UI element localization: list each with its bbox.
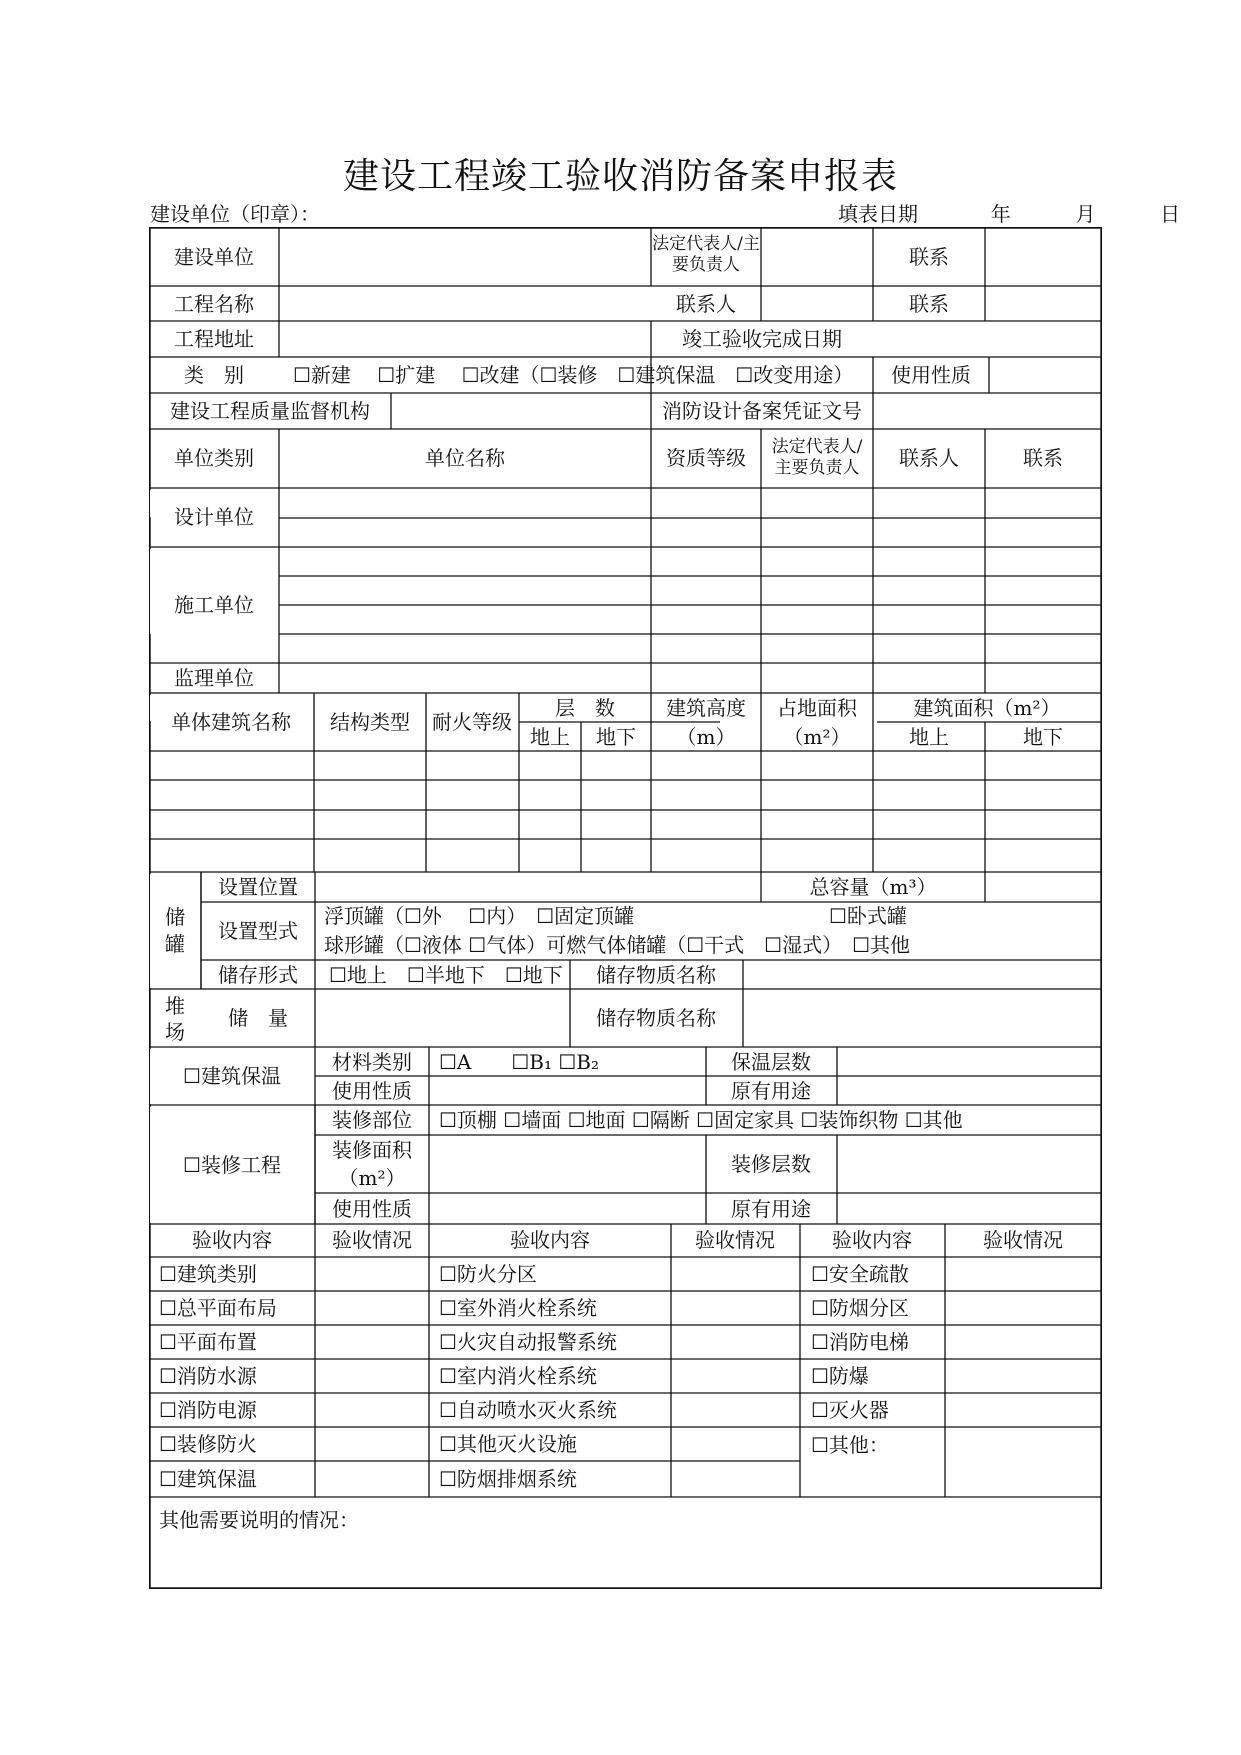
floors-below-header: 地下: [596, 725, 636, 749]
unit-name-header: 单位名称: [425, 446, 505, 470]
acceptance-item[interactable]: ☐自动喷水灭火系统: [439, 1398, 617, 1422]
decoration-layers-label: 装修层数: [731, 1152, 811, 1176]
land-area-header-line1: 占地面积: [777, 696, 857, 720]
acceptance-item[interactable]: ☐室外消火栓系统: [439, 1296, 597, 1320]
acceptance-content-header-1: 验收内容: [192, 1228, 272, 1252]
storage-form-options: ☐地上 ☐半地下 ☐地下: [329, 963, 563, 987]
acceptance-item[interactable]: ☐其他：: [811, 1433, 889, 1457]
declaration-form: [149, 227, 1102, 1589]
completion-date-label: 竣工验收完成日期: [682, 327, 842, 351]
legal-rep-label: [652, 234, 760, 277]
acceptance-content-header-2: 验收内容: [510, 1228, 590, 1252]
land-area-header-line2: （m²）: [783, 725, 851, 749]
tank-substance-label: 储存物质名称: [596, 963, 716, 987]
tank-char-1: 储: [165, 905, 185, 929]
acceptance-item[interactable]: ☐消防电源: [159, 1398, 257, 1422]
fill-date-text: 填表日期: [838, 202, 918, 226]
floors-header: 层 数: [555, 696, 615, 720]
contact-label-1: 联系: [909, 245, 949, 269]
decoration-area-line2: （m²）: [338, 1166, 406, 1190]
use-nature-label: 使用性质: [891, 363, 971, 387]
acceptance-status-header-1: 验收情况: [332, 1228, 412, 1252]
height-header-line1: 建筑高度: [666, 696, 746, 720]
contact-person-label: 联系人: [676, 292, 736, 316]
building-area-header: 建筑面积（m²）: [913, 696, 1061, 720]
yard-char-1: 堆: [165, 994, 185, 1018]
form-title: 建设工程竣工验收消防备案申报表: [342, 156, 898, 197]
tank-form-line-2: 球形罐（☐液体 ☐气体）可燃气体储罐（☐干式 ☐湿式） ☐其他: [324, 933, 911, 957]
construction-unit-seal-label: 建设单位（印章）：: [150, 202, 320, 226]
tank-form-line-1: 浮顶罐（☐外 ☐内） ☐固定顶罐: [324, 904, 635, 928]
decoration-original-use-label: 原有用途: [731, 1197, 811, 1221]
acceptance-item[interactable]: ☐防火分区: [439, 1262, 537, 1286]
acceptance-item[interactable]: ☐建筑保温: [159, 1467, 257, 1491]
acceptance-item[interactable]: ☐其他灭火设施: [439, 1432, 577, 1456]
yard-substance-label: 储存物质名称: [596, 1006, 716, 1030]
acceptance-status-header-3: 验收情况: [983, 1228, 1063, 1252]
area-above-header: 地上: [909, 725, 949, 749]
unit-contact-header: 联系: [1023, 446, 1063, 470]
legal-rep-line1: 法定代表人/主: [652, 233, 760, 254]
decoration-part-options: ☐顶棚 ☐墙面 ☐地面 ☐隔断 ☐固定家具 ☐装饰织物 ☐其他: [439, 1108, 963, 1132]
acceptance-item[interactable]: ☐装修防火: [159, 1432, 257, 1456]
acceptance-status-header-2: 验收情况: [695, 1228, 775, 1252]
yard-char-2: 场: [165, 1020, 185, 1044]
acceptance-item[interactable]: ☐防烟排烟系统: [439, 1467, 577, 1491]
tank-location-label: 设置位置: [218, 875, 298, 899]
quality-agency-label: 建设工程质量监督机构: [170, 399, 370, 423]
category-label: 类 别: [184, 363, 244, 387]
acceptance-item[interactable]: ☐安全疏散: [811, 1262, 909, 1286]
insulation-original-use-label: 原有用途: [731, 1079, 811, 1103]
legal-rep-header-line2: 主要负责人: [774, 458, 860, 478]
other-notes-label: 其他需要说明的情况：: [159, 1508, 359, 1532]
project-address-label: 工程地址: [174, 327, 254, 351]
acceptance-item[interactable]: ☐消防电梯: [811, 1330, 909, 1354]
tank-form-type-label: 设置型式: [218, 919, 298, 943]
legal-rep-header-line1: 法定代表人/: [771, 436, 863, 457]
construction-unit-row-label: 施工单位: [174, 593, 254, 617]
material-type-label: 材料类别: [332, 1050, 412, 1074]
material-type-options: ☐A ☐B₁ ☐B₂: [439, 1050, 600, 1074]
building-insulation-checkbox[interactable]: ☐建筑保温: [183, 1064, 281, 1088]
month-label: 月: [1075, 202, 1096, 226]
total-capacity-label: 总容量（m³）: [809, 875, 937, 899]
building-name-header: 单体建筑名称: [171, 710, 291, 734]
day-label: 日: [1160, 202, 1181, 226]
storage-form-label: 储存形式: [218, 963, 298, 987]
height-header-line2: （m）: [676, 725, 736, 749]
insulation-layers-label: 保温层数: [731, 1050, 811, 1074]
design-record-label: 消防设计备案凭证文号: [662, 399, 862, 423]
qualification-header: 资质等级: [666, 446, 746, 470]
area-below-header: 地下: [1023, 725, 1063, 749]
acceptance-item[interactable]: ☐建筑类别: [159, 1262, 257, 1286]
year-label: 年: [990, 202, 1011, 226]
acceptance-content-header-3: 验收内容: [832, 1228, 912, 1252]
fire-rating-header: 耐火等级: [432, 710, 512, 734]
acceptance-item[interactable]: ☐室内消火栓系统: [439, 1364, 597, 1388]
decoration-use-label: 使用性质: [332, 1197, 412, 1221]
construction-unit-label: 建设单位: [174, 245, 254, 269]
tank-char-2: 罐: [165, 932, 185, 956]
fill-date-label: [838, 198, 1180, 227]
contact-label-2: 联系: [909, 292, 949, 316]
floors-above-header: 地上: [530, 725, 570, 749]
acceptance-item[interactable]: ☐消防水源: [159, 1364, 257, 1388]
decoration-part-label: 装修部位: [332, 1108, 412, 1132]
legal-rep-line2: 要负责人: [671, 255, 740, 275]
tank-form-line-1b: ☐卧式罐: [829, 904, 907, 928]
structure-type-header: 结构类型: [330, 710, 410, 734]
acceptance-item[interactable]: ☐灭火器: [811, 1398, 889, 1422]
decoration-checkbox[interactable]: ☐装修工程: [183, 1153, 281, 1177]
design-unit-label: 设计单位: [174, 505, 254, 529]
decoration-area-line1: 装修面积: [332, 1138, 412, 1162]
project-name-label: 工程名称: [174, 292, 254, 316]
acceptance-item[interactable]: ☐防爆: [811, 1364, 869, 1388]
acceptance-item[interactable]: ☐总平面布局: [159, 1296, 277, 1320]
acceptance-item[interactable]: ☐火灾自动报警系统: [439, 1330, 617, 1354]
category-options: ☐新建 ☐扩建 ☐改建（☐装修 ☐建筑保温 ☐改变用途）: [293, 363, 854, 387]
supervision-unit-label: 监理单位: [174, 666, 254, 690]
unit-type-header: 单位类别: [174, 446, 254, 470]
acceptance-item[interactable]: ☐防烟分区: [811, 1296, 909, 1320]
yard-volume-label: 储 量: [228, 1006, 288, 1030]
legal-rep-header: [772, 437, 863, 480]
acceptance-item[interactable]: ☐平面布置: [159, 1330, 257, 1354]
insulation-use-label: 使用性质: [332, 1079, 412, 1103]
unit-contact-person-header: 联系人: [899, 446, 959, 470]
